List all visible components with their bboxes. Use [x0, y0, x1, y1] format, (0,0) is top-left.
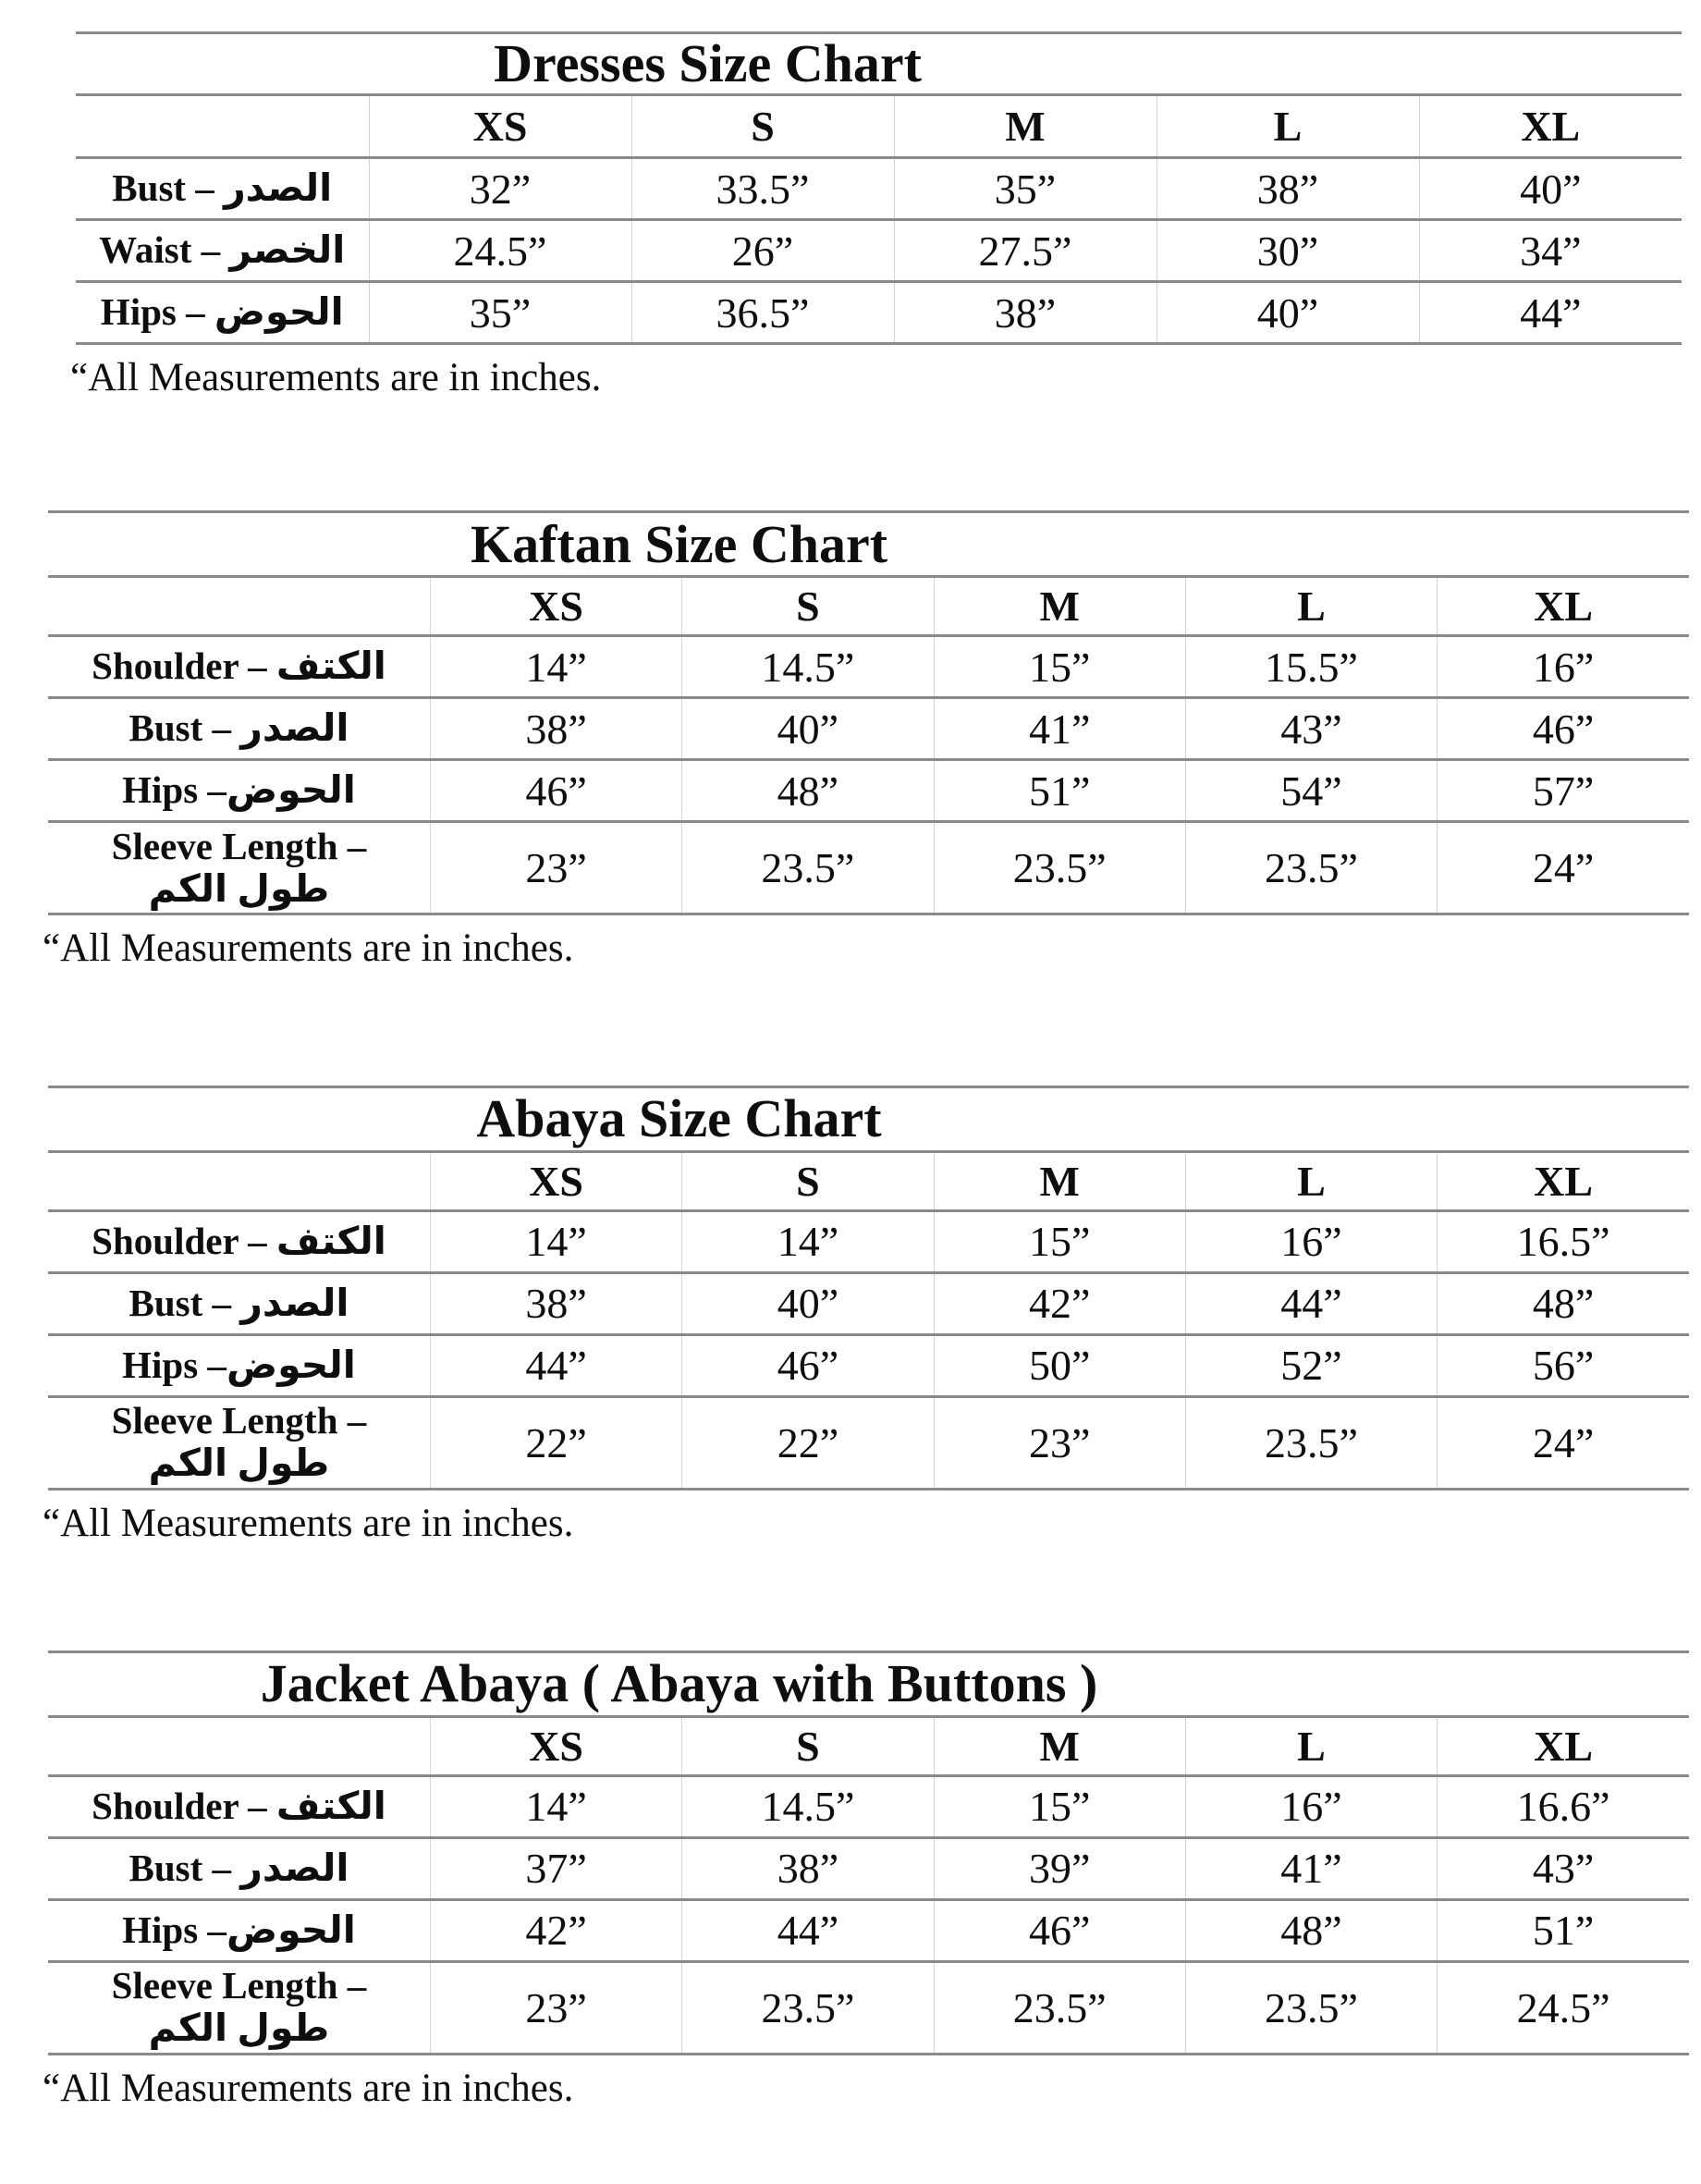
table-row	[48, 1334, 1689, 1396]
measurement-value: 35”	[369, 282, 631, 344]
measurement-value: 57”	[1438, 760, 1689, 822]
measurement-value: 14”	[430, 1775, 681, 1837]
size-header-l: L	[1185, 1151, 1437, 1210]
measurement-label-line: Shoulder – الكتف	[92, 644, 386, 688]
measurement-value: 14”	[682, 1210, 934, 1272]
measurement-label-line: Bust – الصدر	[128, 1281, 349, 1324]
measurements-footnote: “All Measurements are in inches.	[43, 926, 574, 971]
measurement-value: 43”	[1438, 1837, 1689, 1899]
table-title: Dresses Size Chart	[76, 33, 1682, 95]
measurement-value: 23.5”	[934, 822, 1185, 914]
measurement-value: 23.5”	[1185, 822, 1437, 914]
measurement-label-line: Hips –الحوض	[122, 1343, 356, 1386]
size-header-s: S	[682, 1716, 934, 1775]
header-empty-cell	[48, 1151, 430, 1210]
measurement-value: 51”	[934, 760, 1185, 822]
measurement-value: 23.5”	[682, 1961, 934, 2054]
measurement-value: 23.5”	[934, 1961, 1185, 2054]
measurement-value: 16”	[1185, 1210, 1437, 1272]
measurement-value: 24.5”	[369, 220, 631, 282]
size-header-m: M	[934, 577, 1185, 636]
measurement-label	[48, 1775, 430, 1837]
measurement-value: 43”	[1185, 698, 1437, 760]
measurement-value: 40”	[1419, 158, 1682, 220]
measurement-value: 52”	[1185, 1334, 1437, 1396]
measurement-value: 37”	[430, 1837, 681, 1899]
measurement-label-line: Shoulder – الكتف	[92, 1784, 386, 1827]
measurement-value: 24”	[1438, 822, 1689, 914]
measurement-value: 42”	[934, 1272, 1185, 1334]
measurement-value: 14.5”	[682, 636, 934, 698]
measurement-label-line: Bust – الصدر	[112, 166, 333, 210]
measurement-label	[48, 1899, 430, 1961]
measurement-value: 23”	[430, 1961, 681, 2054]
table-row	[76, 220, 1682, 282]
measurement-value: 40”	[682, 698, 934, 760]
dresses-size-table	[76, 31, 1682, 345]
measurement-value: 42”	[430, 1899, 681, 1961]
measurement-value: 22”	[430, 1396, 681, 1489]
measurements-footnote: “All Measurements are in inches.	[43, 2066, 574, 2110]
size-header-xl: XL	[1419, 95, 1682, 158]
measurement-value: 38”	[894, 282, 1156, 344]
header-empty-cell	[76, 95, 369, 158]
measurement-value: 50”	[934, 1334, 1185, 1396]
measurement-label-line: Shoulder – الكتف	[92, 1219, 386, 1262]
kaftan-size-chart-section	[43, 510, 1701, 971]
jacket-abaya-size-table	[48, 1650, 1689, 2055]
measurement-label	[48, 698, 430, 760]
measurement-value: 40”	[1156, 282, 1419, 344]
size-header-xl: XL	[1438, 577, 1689, 636]
measurement-label-line: Waist – الخصر	[99, 228, 346, 272]
measurement-value: 27.5”	[894, 220, 1156, 282]
measurement-value: 14”	[430, 636, 681, 698]
abaya-size-chart-section	[43, 1086, 1701, 1545]
measurement-value: 54”	[1185, 760, 1437, 822]
measurement-value: 26”	[631, 220, 894, 282]
measurement-label-line: Hips – الحوض	[100, 290, 344, 334]
measurement-value: 48”	[1185, 1899, 1437, 1961]
measurement-value: 39”	[934, 1837, 1185, 1899]
measurement-value: 23.5”	[1185, 1961, 1437, 2054]
size-header-l: L	[1185, 577, 1437, 636]
table-row	[48, 1396, 1689, 1489]
measurement-label	[48, 636, 430, 698]
measurement-value: 35”	[894, 158, 1156, 220]
measurement-value: 56”	[1438, 1334, 1689, 1396]
size-header-xl: XL	[1438, 1151, 1689, 1210]
measurement-value: 15”	[934, 1775, 1185, 1837]
measurement-label	[48, 1961, 430, 2054]
size-header-s: S	[631, 95, 894, 158]
measurement-value: 24”	[1438, 1396, 1689, 1489]
measurement-label-line: طول الكم	[148, 1442, 330, 1485]
measurement-value: 22”	[682, 1396, 934, 1489]
measurement-label-line: Sleeve Length –	[111, 824, 367, 867]
measurement-value: 24.5”	[1438, 1961, 1689, 2054]
size-header-m: M	[894, 95, 1156, 158]
table-row	[48, 1899, 1689, 1961]
table-row	[48, 1961, 1689, 2054]
measurement-label	[48, 1272, 430, 1334]
measurement-value: 38”	[1156, 158, 1419, 220]
jacket-abaya-size-chart-section	[43, 1650, 1701, 2110]
measurement-value: 46”	[682, 1334, 934, 1396]
table-row	[48, 760, 1689, 822]
measurement-value: 15.5”	[1185, 636, 1437, 698]
header-empty-cell	[48, 577, 430, 636]
measurement-value: 44”	[1419, 282, 1682, 344]
table-row	[76, 282, 1682, 344]
measurement-value: 14.5”	[682, 1775, 934, 1837]
measurement-label	[48, 1334, 430, 1396]
measurement-label-line: طول الكم	[148, 2006, 330, 2050]
measurement-value: 16”	[1438, 636, 1689, 698]
size-header-l: L	[1156, 95, 1419, 158]
measurement-label-line: طول الكم	[148, 866, 330, 910]
measurement-value: 15”	[934, 1210, 1185, 1272]
measurement-value: 46”	[934, 1899, 1185, 1961]
measurement-value: 23.5”	[682, 822, 934, 914]
measurement-value: 32”	[369, 158, 631, 220]
measurement-value: 44”	[430, 1334, 681, 1396]
abaya-size-table	[48, 1086, 1689, 1491]
measurement-value: 16.5”	[1438, 1210, 1689, 1272]
measurement-value: 44”	[1185, 1272, 1437, 1334]
measurement-value: 40”	[682, 1272, 934, 1334]
measurement-label-line: Bust – الصدر	[128, 1846, 349, 1889]
measurement-value: 23”	[934, 1396, 1185, 1489]
measurement-label-line: Bust – الصدر	[128, 706, 349, 750]
size-header-xs: XS	[430, 577, 681, 636]
measurement-label	[76, 282, 369, 344]
size-header-m: M	[934, 1151, 1185, 1210]
table-row	[76, 158, 1682, 220]
size-header-m: M	[934, 1716, 1185, 1775]
measurements-footnote: “All Measurements are in inches.	[43, 1501, 574, 1545]
measurement-value: 48”	[1438, 1272, 1689, 1334]
table-row	[48, 1210, 1689, 1272]
measurement-label-line: Hips –الحوض	[122, 768, 356, 812]
measurements-footnote: “All Measurements are in inches.	[70, 356, 602, 399]
measurement-value: 16.6”	[1438, 1775, 1689, 1837]
dresses-size-chart-section	[70, 31, 1701, 399]
measurement-label-line: Sleeve Length –	[111, 1399, 367, 1442]
measurement-value: 30”	[1156, 220, 1419, 282]
measurement-value: 23”	[430, 822, 681, 914]
measurement-label	[76, 220, 369, 282]
kaftan-size-table	[48, 510, 1689, 915]
size-header-xs: XS	[430, 1151, 681, 1210]
measurement-value: 48”	[682, 760, 934, 822]
size-header-xs: XS	[369, 95, 631, 158]
measurement-value: 46”	[430, 760, 681, 822]
measurement-value: 38”	[430, 698, 681, 760]
measurement-label-line: Sleeve Length –	[111, 1964, 367, 2007]
measurement-value: 38”	[430, 1272, 681, 1334]
table-row	[48, 1837, 1689, 1899]
size-header-s: S	[682, 1151, 934, 1210]
measurement-value: 33.5”	[631, 158, 894, 220]
measurement-label	[48, 822, 430, 914]
size-header-xl: XL	[1438, 1716, 1689, 1775]
table-title: Kaftan Size Chart	[48, 512, 1689, 577]
size-header-xs: XS	[430, 1716, 681, 1775]
measurement-value: 15”	[934, 636, 1185, 698]
measurement-label	[48, 1396, 430, 1489]
measurement-label	[48, 760, 430, 822]
measurement-label	[76, 158, 369, 220]
measurement-value: 34”	[1419, 220, 1682, 282]
measurement-label	[48, 1210, 430, 1272]
table-row	[48, 1272, 1689, 1334]
header-empty-cell	[48, 1716, 430, 1775]
table-row	[48, 636, 1689, 698]
measurement-value: 16”	[1185, 1775, 1437, 1837]
measurement-value: 46”	[1438, 698, 1689, 760]
measurement-value: 41”	[1185, 1837, 1437, 1899]
measurement-label	[48, 1837, 430, 1899]
table-row	[48, 1775, 1689, 1837]
measurement-value: 23.5”	[1185, 1396, 1437, 1489]
size-charts-document	[0, 31, 1701, 2110]
size-header-s: S	[682, 577, 934, 636]
table-title: Abaya Size Chart	[48, 1086, 1689, 1151]
measurement-label-line: Hips –الحوض	[122, 1908, 356, 1951]
measurement-value: 41”	[934, 698, 1185, 760]
measurement-value: 36.5”	[631, 282, 894, 344]
measurement-value: 44”	[682, 1899, 934, 1961]
table-row	[48, 698, 1689, 760]
table-row	[48, 822, 1689, 914]
measurement-value: 38”	[682, 1837, 934, 1899]
measurement-value: 51”	[1438, 1899, 1689, 1961]
measurement-value: 14”	[430, 1210, 681, 1272]
table-title: Jacket Abaya ( Abaya with Buttons )	[48, 1651, 1689, 1716]
size-header-l: L	[1185, 1716, 1437, 1775]
